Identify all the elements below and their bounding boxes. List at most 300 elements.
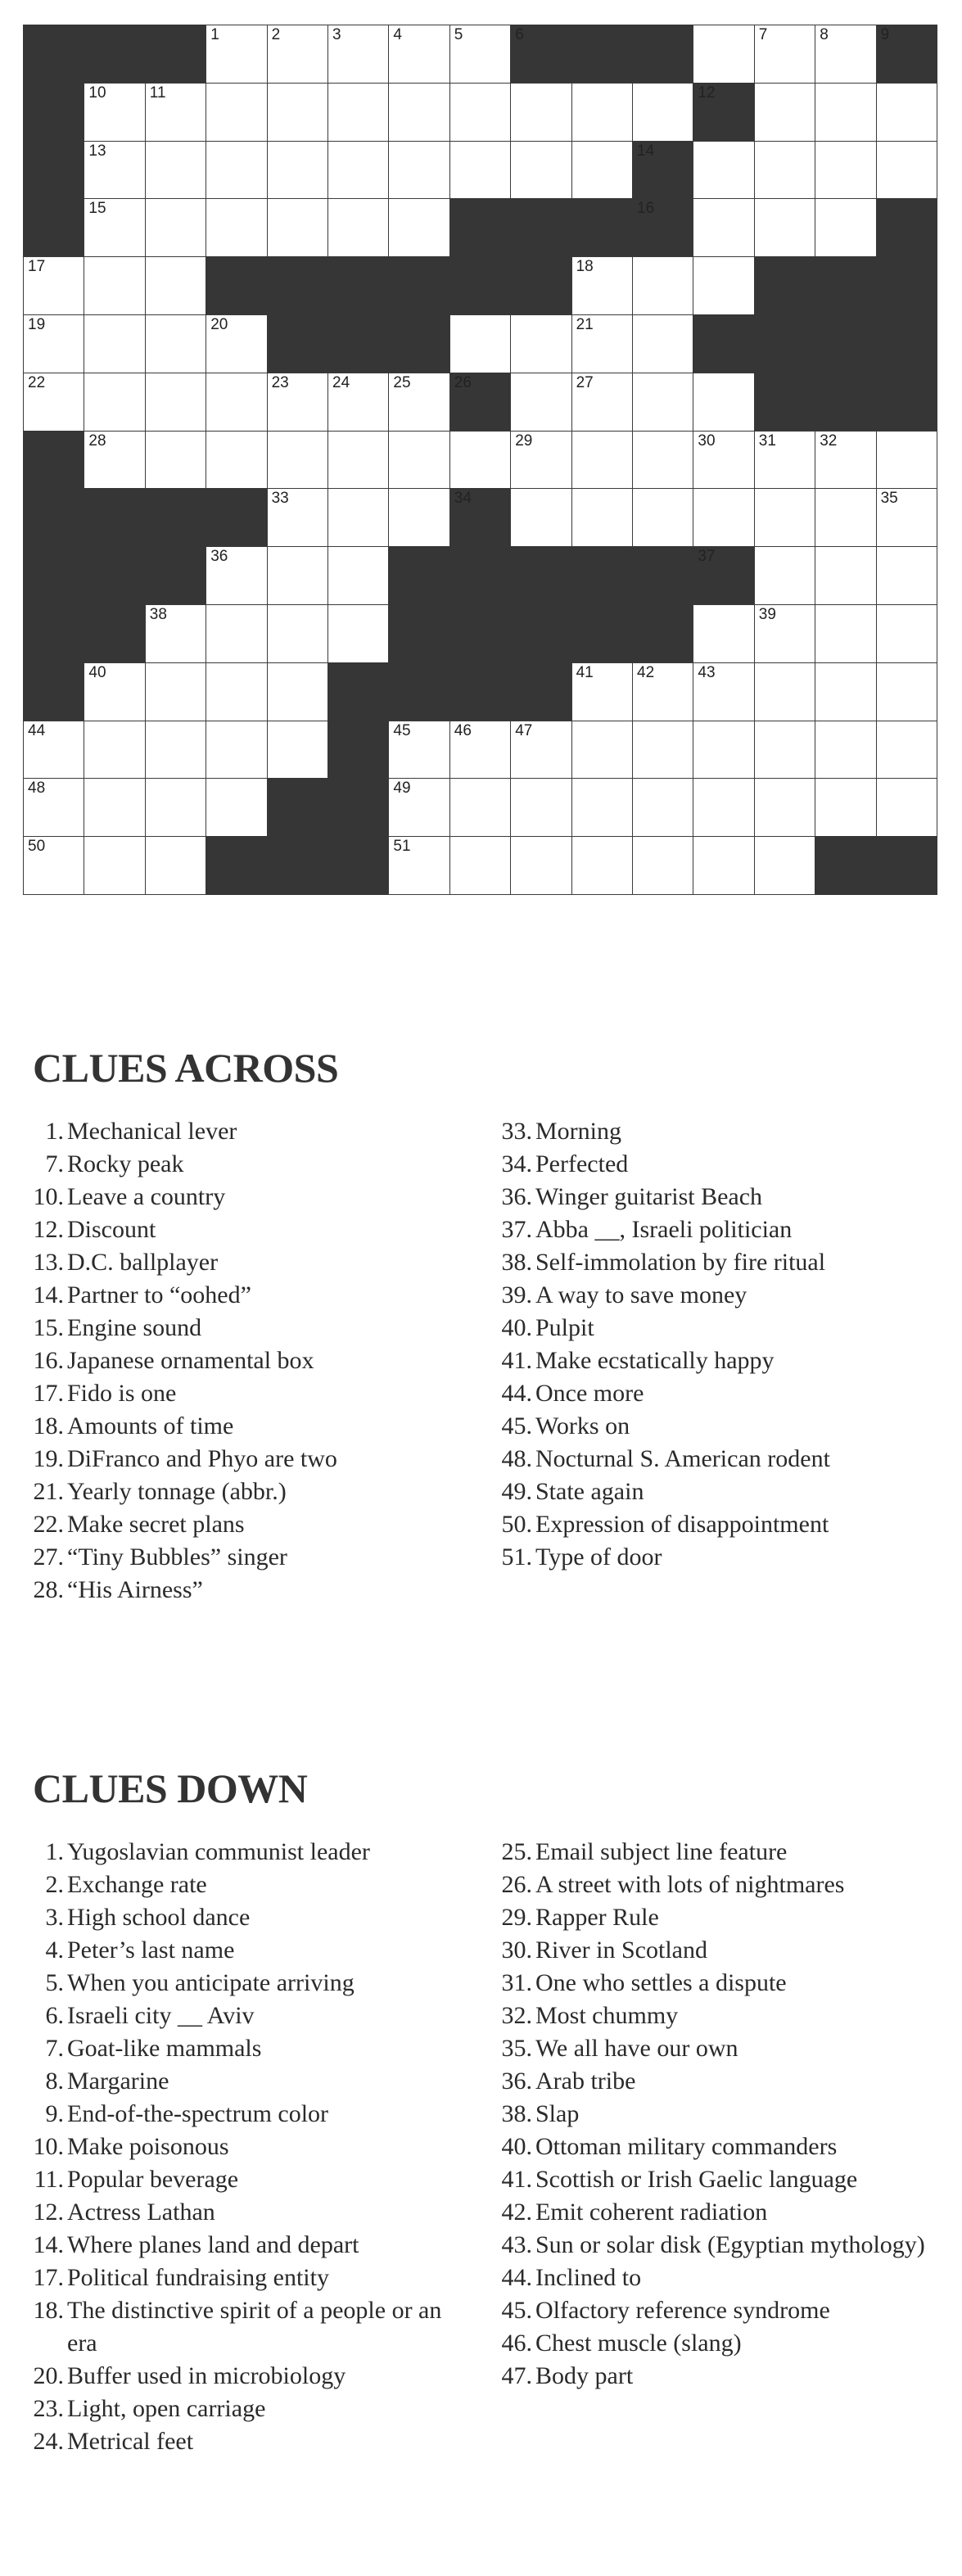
black-square (632, 25, 694, 84)
grid-cell[interactable] (571, 721, 634, 780)
grid-cell[interactable] (449, 778, 512, 837)
clue-number: 35 (880, 490, 898, 508)
grid-cell[interactable] (632, 431, 694, 490)
grid-cell[interactable] (145, 83, 207, 142)
crossword-grid (23, 25, 937, 894)
clue-text: Chest muscle (slang) (535, 2330, 742, 2357)
across-clues-right (501, 1115, 943, 1574)
grid-cell[interactable] (205, 604, 268, 663)
grid-cell[interactable] (754, 836, 816, 895)
clue-number-label: 34. (501, 1150, 532, 1177)
grid-cell[interactable] (84, 721, 146, 780)
clue-text: A way to save money (535, 1281, 747, 1308)
black-square (876, 314, 938, 373)
black-square (327, 721, 390, 780)
grid-cell[interactable] (327, 488, 390, 547)
grid-cell[interactable] (388, 141, 450, 200)
black-square (449, 546, 512, 605)
clue-number: 8 (820, 26, 829, 43)
grid-cell[interactable] (754, 488, 816, 547)
grid-cell[interactable] (267, 604, 329, 663)
grid-cell[interactable] (205, 198, 268, 257)
grid-cell[interactable] (205, 721, 268, 780)
clue-number-label: 26. (501, 1871, 532, 1898)
grid-cell[interactable] (145, 314, 207, 373)
clue-number-label: 13. (33, 1249, 64, 1276)
black-square (84, 25, 146, 84)
grid-cell[interactable] (510, 431, 572, 490)
black-square (449, 488, 512, 547)
clue-item (501, 1115, 943, 1148)
grid-cell[interactable] (693, 721, 755, 780)
black-square (23, 83, 85, 142)
grid-cell[interactable] (267, 198, 329, 257)
grid-cell[interactable] (388, 488, 450, 547)
clue-number-label: 37. (501, 1216, 532, 1243)
clue-text: Fido is one (67, 1380, 177, 1407)
clue-text: Leave a country (67, 1183, 226, 1210)
black-square (754, 314, 816, 373)
grid-cell[interactable] (327, 373, 390, 432)
grid-cell[interactable] (205, 546, 268, 605)
grid-cell[interactable] (876, 431, 938, 490)
clue-item (33, 2360, 475, 2393)
grid-cell[interactable] (571, 314, 634, 373)
grid-cell[interactable] (632, 314, 694, 373)
grid-cell[interactable] (267, 373, 329, 432)
black-square (510, 198, 572, 257)
grid-cell[interactable] (145, 373, 207, 432)
clue-item (33, 2032, 475, 2065)
grid-cell[interactable] (510, 314, 572, 373)
black-square (23, 604, 85, 663)
clue-text: Inclined to (535, 2264, 642, 2291)
grid-cell[interactable] (815, 488, 877, 547)
grid-cell[interactable] (632, 83, 694, 142)
grid-cell[interactable] (23, 778, 85, 837)
grid-cell[interactable] (449, 25, 512, 84)
clue-text: Yugoslavian communist leader (67, 1838, 370, 1865)
clue-item (501, 2131, 943, 2163)
clue-text: Rapper Rule (535, 1904, 659, 1931)
clue-item (33, 1901, 475, 1934)
grid-cell[interactable] (632, 373, 694, 432)
clue-number-label: 41. (501, 2166, 532, 2193)
grid-cell[interactable] (449, 721, 512, 780)
clue-number: 1 (210, 26, 219, 43)
grid-cell[interactable] (449, 836, 512, 895)
clue-number-label: 17. (33, 2264, 64, 2291)
clue-number-label: 45. (501, 1412, 532, 1439)
grid-cell[interactable] (84, 431, 146, 490)
clue-number-label: 44. (501, 2264, 532, 2291)
clue-item (33, 1377, 491, 1410)
clue-number: 24 (332, 373, 350, 391)
grid-cell[interactable] (84, 373, 146, 432)
grid-cell[interactable] (23, 836, 85, 895)
grid-cell[interactable] (754, 721, 816, 780)
grid-cell[interactable] (205, 778, 268, 837)
clue-text: Where planes land and depart (67, 2231, 359, 2258)
grid-cell[interactable] (510, 836, 572, 895)
grid-cell[interactable] (693, 778, 755, 837)
grid-cell[interactable] (754, 604, 816, 663)
grid-cell[interactable] (815, 604, 877, 663)
grid-cell[interactable] (388, 721, 450, 780)
clue-text: Nocturnal S. American rodent (535, 1445, 830, 1472)
grid-cell[interactable] (205, 373, 268, 432)
grid-cell[interactable] (145, 662, 207, 721)
grid-cell[interactable] (693, 198, 755, 257)
clue-text: State again (535, 1478, 644, 1505)
clue-number-label: 32. (501, 2002, 532, 2029)
clue-number-label: 33. (501, 1118, 532, 1145)
clue-number: 5 (454, 26, 463, 43)
clue-item (33, 2163, 475, 2196)
across-clues-left (33, 1115, 491, 1607)
grid-cell[interactable] (388, 836, 450, 895)
grid-cell[interactable] (510, 83, 572, 142)
clue-number: 50 (28, 838, 46, 856)
grid-cell[interactable] (693, 25, 755, 84)
clue-text: Amounts of time (67, 1412, 234, 1439)
grid-cell[interactable] (23, 721, 85, 780)
grid-cell[interactable] (205, 83, 268, 142)
black-square (815, 256, 877, 315)
grid-cell[interactable] (571, 141, 634, 200)
grid-cell[interactable] (388, 198, 450, 257)
grid-cell[interactable] (267, 83, 329, 142)
clue-number-label: 21. (33, 1478, 64, 1505)
grid-cell[interactable] (571, 488, 634, 547)
clue-number: 17 (28, 258, 46, 276)
grid-cell[interactable] (876, 83, 938, 142)
clue-number-label: 50. (501, 1511, 532, 1538)
grid-cell[interactable] (145, 431, 207, 490)
grid-cell[interactable] (510, 373, 572, 432)
clue-number: 20 (210, 316, 228, 333)
clue-item (33, 1213, 491, 1246)
clue-number: 49 (393, 780, 411, 798)
clue-text: Self-immolation by fire ritual (535, 1249, 826, 1276)
clue-number: 30 (698, 432, 716, 450)
black-square (632, 198, 694, 257)
black-square (449, 604, 512, 663)
grid-cell[interactable] (754, 431, 816, 490)
clue-item (501, 2098, 943, 2131)
clue-item (501, 1901, 943, 1934)
grid-cell[interactable] (632, 488, 694, 547)
grid-cell[interactable] (693, 662, 755, 721)
clue-number: 4 (393, 26, 402, 43)
grid-cell[interactable] (145, 721, 207, 780)
clue-number: 16 (637, 200, 655, 218)
black-square (876, 256, 938, 315)
grid-cell[interactable] (876, 662, 938, 721)
black-square (510, 604, 572, 663)
grid-cell[interactable] (754, 198, 816, 257)
grid-cell[interactable] (205, 662, 268, 721)
grid-cell[interactable] (632, 256, 694, 315)
grid-cell[interactable] (449, 141, 512, 200)
grid-cell[interactable] (267, 141, 329, 200)
grid-cell[interactable] (327, 431, 390, 490)
grid-cell[interactable] (632, 836, 694, 895)
clue-number-label: 45. (501, 2297, 532, 2324)
grid-cell[interactable] (84, 662, 146, 721)
grid-cell[interactable] (815, 662, 877, 721)
clue-number: 25 (393, 373, 411, 391)
clue-number-label: 8. (45, 2068, 64, 2095)
grid-cell[interactable] (815, 721, 877, 780)
grid-cell[interactable] (571, 778, 634, 837)
clue-text: DiFranco and Phyo are two (67, 1445, 337, 1472)
clue-number-label: 19. (33, 1445, 64, 1472)
grid-cell[interactable] (754, 662, 816, 721)
grid-cell[interactable] (84, 256, 146, 315)
clue-text: Mechanical lever (67, 1118, 237, 1145)
clue-number-label: 6. (45, 2002, 64, 2029)
grid-cell[interactable] (571, 373, 634, 432)
grid-cell[interactable] (815, 778, 877, 837)
clue-text: Discount (67, 1216, 156, 1243)
grid-cell[interactable] (754, 83, 816, 142)
grid-cell[interactable] (693, 373, 755, 432)
grid-cell[interactable] (327, 141, 390, 200)
grid-cell[interactable] (510, 721, 572, 780)
grid-cell[interactable] (267, 662, 329, 721)
grid-cell[interactable] (84, 778, 146, 837)
clue-number: 2 (271, 26, 281, 43)
clues-down-heading: CLUES DOWN (33, 1765, 308, 1811)
clue-number: 44 (28, 721, 46, 739)
clue-item (33, 2131, 475, 2163)
grid-cell[interactable] (632, 662, 694, 721)
clue-text: Sun or solar disk (Egyptian mythology) (535, 2231, 925, 2258)
black-square (571, 546, 634, 605)
grid-cell[interactable] (205, 25, 268, 84)
grid-cell[interactable] (145, 604, 207, 663)
grid-cell[interactable] (815, 546, 877, 605)
clue-number: 47 (515, 721, 533, 739)
grid-cell[interactable] (754, 546, 816, 605)
grid-cell[interactable] (449, 431, 512, 490)
clue-text: Rocky peak (67, 1150, 184, 1177)
grid-cell[interactable] (388, 83, 450, 142)
grid-cell[interactable] (145, 141, 207, 200)
grid-cell[interactable] (449, 83, 512, 142)
grid-cell[interactable] (815, 431, 877, 490)
down-clues-right (501, 1836, 943, 2393)
black-square (571, 198, 634, 257)
grid-cell[interactable] (388, 431, 450, 490)
clue-item (33, 1869, 475, 1901)
clue-number: 45 (393, 721, 411, 739)
grid-cell[interactable] (267, 25, 329, 84)
clue-number-label: 14. (33, 1281, 64, 1308)
grid-cell[interactable] (876, 141, 938, 200)
grid-cell[interactable] (571, 662, 634, 721)
clue-number: 28 (88, 432, 106, 450)
black-square (571, 604, 634, 663)
grid-cell[interactable] (632, 778, 694, 837)
clue-text: Japanese ornamental box (67, 1347, 314, 1374)
black-square (632, 604, 694, 663)
clue-item (33, 1508, 491, 1541)
grid-cell[interactable] (876, 604, 938, 663)
grid-cell[interactable] (571, 83, 634, 142)
grid-cell[interactable] (327, 546, 390, 605)
grid-cell[interactable] (693, 256, 755, 315)
grid-cell[interactable] (876, 488, 938, 547)
grid-cell[interactable] (327, 198, 390, 257)
clue-number-label: 17. (33, 1380, 64, 1407)
grid-cell[interactable] (510, 778, 572, 837)
clue-number-label: 25. (501, 1838, 532, 1865)
clue-number-label: 41. (501, 1347, 532, 1374)
grid-cell[interactable] (145, 778, 207, 837)
clue-text: Email subject line feature (535, 1838, 788, 1865)
grid-cell[interactable] (876, 546, 938, 605)
black-square (145, 488, 207, 547)
clue-item (501, 2065, 943, 2098)
clue-number-label: 7. (45, 1150, 64, 1177)
clue-text: Winger guitarist Beach (535, 1183, 763, 1210)
clue-number: 39 (758, 606, 776, 623)
clue-item (501, 1410, 943, 1443)
clue-text: End-of-the-spectrum color (67, 2100, 329, 2127)
clue-item (33, 2262, 475, 2294)
grid-cell[interactable] (876, 721, 938, 780)
black-square (693, 314, 755, 373)
clue-number-label: 47. (501, 2362, 532, 2389)
grid-cell[interactable] (388, 25, 450, 84)
grid-cell[interactable] (815, 25, 877, 84)
grid-cell[interactable] (815, 141, 877, 200)
black-square (632, 141, 694, 200)
clue-number: 46 (454, 721, 472, 739)
black-square (876, 836, 938, 895)
clue-item (33, 1312, 491, 1344)
clue-number: 14 (637, 142, 655, 160)
grid-cell[interactable] (327, 604, 390, 663)
grid-cell[interactable] (84, 83, 146, 142)
clue-number-label: 16. (33, 1347, 64, 1374)
clue-number-label: 44. (501, 1380, 532, 1407)
clue-item (501, 1541, 943, 1574)
clue-item (501, 2294, 943, 2327)
grid-cell[interactable] (693, 604, 755, 663)
clue-number-label: 20. (33, 2362, 64, 2389)
clue-item (33, 2196, 475, 2229)
grid-cell[interactable] (510, 141, 572, 200)
grid-cell[interactable] (754, 778, 816, 837)
black-square (876, 373, 938, 432)
grid-cell[interactable] (267, 488, 329, 547)
grid-cell[interactable] (84, 141, 146, 200)
black-square (205, 836, 268, 895)
clue-item (33, 2393, 475, 2425)
clue-number-label: 29. (501, 1904, 532, 1931)
black-square (267, 256, 329, 315)
clue-number: 6 (515, 26, 524, 43)
grid-cell[interactable] (815, 198, 877, 257)
black-square (388, 256, 450, 315)
grid-cell[interactable] (388, 373, 450, 432)
clue-item (33, 1934, 475, 1967)
grid-cell[interactable] (693, 836, 755, 895)
grid-cell[interactable] (145, 836, 207, 895)
black-square (327, 314, 390, 373)
grid-cell[interactable] (205, 314, 268, 373)
clue-item (501, 2196, 943, 2229)
grid-cell[interactable] (205, 141, 268, 200)
clue-number: 27 (576, 373, 594, 391)
grid-cell[interactable] (571, 256, 634, 315)
clue-text: Make poisonous (67, 2133, 229, 2160)
grid-cell[interactable] (693, 431, 755, 490)
grid-cell[interactable] (327, 25, 390, 84)
grid-cell[interactable] (23, 314, 85, 373)
clue-item (33, 1476, 491, 1508)
clue-item (501, 1279, 943, 1312)
grid-cell[interactable] (84, 314, 146, 373)
black-square (388, 314, 450, 373)
grid-cell[interactable] (23, 373, 85, 432)
grid-cell[interactable] (693, 488, 755, 547)
grid-cell[interactable] (84, 198, 146, 257)
clue-number: 51 (393, 838, 411, 856)
grid-cell[interactable] (267, 721, 329, 780)
grid-cell[interactable] (571, 836, 634, 895)
grid-cell[interactable] (815, 83, 877, 142)
black-square (84, 488, 146, 547)
grid-cell[interactable] (571, 431, 634, 490)
grid-cell[interactable] (267, 546, 329, 605)
grid-cell[interactable] (754, 25, 816, 84)
clue-text: Margarine (67, 2068, 169, 2095)
clue-text: Expression of disappointment (535, 1511, 829, 1538)
grid-cell[interactable] (267, 431, 329, 490)
grid-cell[interactable] (632, 721, 694, 780)
clue-number: 36 (210, 548, 228, 566)
grid-cell[interactable] (23, 256, 85, 315)
clue-number-label: 9. (45, 2100, 64, 2127)
grid-cell[interactable] (693, 141, 755, 200)
clue-item (33, 1541, 491, 1574)
clue-item (33, 2065, 475, 2098)
clue-text: Most chummy (535, 2002, 679, 2029)
grid-cell[interactable] (510, 488, 572, 547)
grid-cell[interactable] (754, 141, 816, 200)
grid-cell[interactable] (327, 83, 390, 142)
grid-cell[interactable] (145, 198, 207, 257)
grid-cell[interactable] (876, 778, 938, 837)
grid-cell[interactable] (205, 431, 268, 490)
grid-cell[interactable] (388, 778, 450, 837)
grid-cell[interactable] (84, 836, 146, 895)
black-square (449, 256, 512, 315)
clue-text: Peter’s last name (67, 1937, 235, 1964)
grid-cell[interactable] (449, 314, 512, 373)
clue-number-label: 4. (45, 1937, 64, 1964)
grid-cell[interactable] (145, 256, 207, 315)
clue-number-label: 31. (501, 1969, 532, 1996)
clue-text: Exchange rate (67, 1871, 207, 1898)
clue-number-label: 36. (501, 1183, 532, 1210)
clue-number-label: 40. (501, 2133, 532, 2160)
black-square (23, 198, 85, 257)
